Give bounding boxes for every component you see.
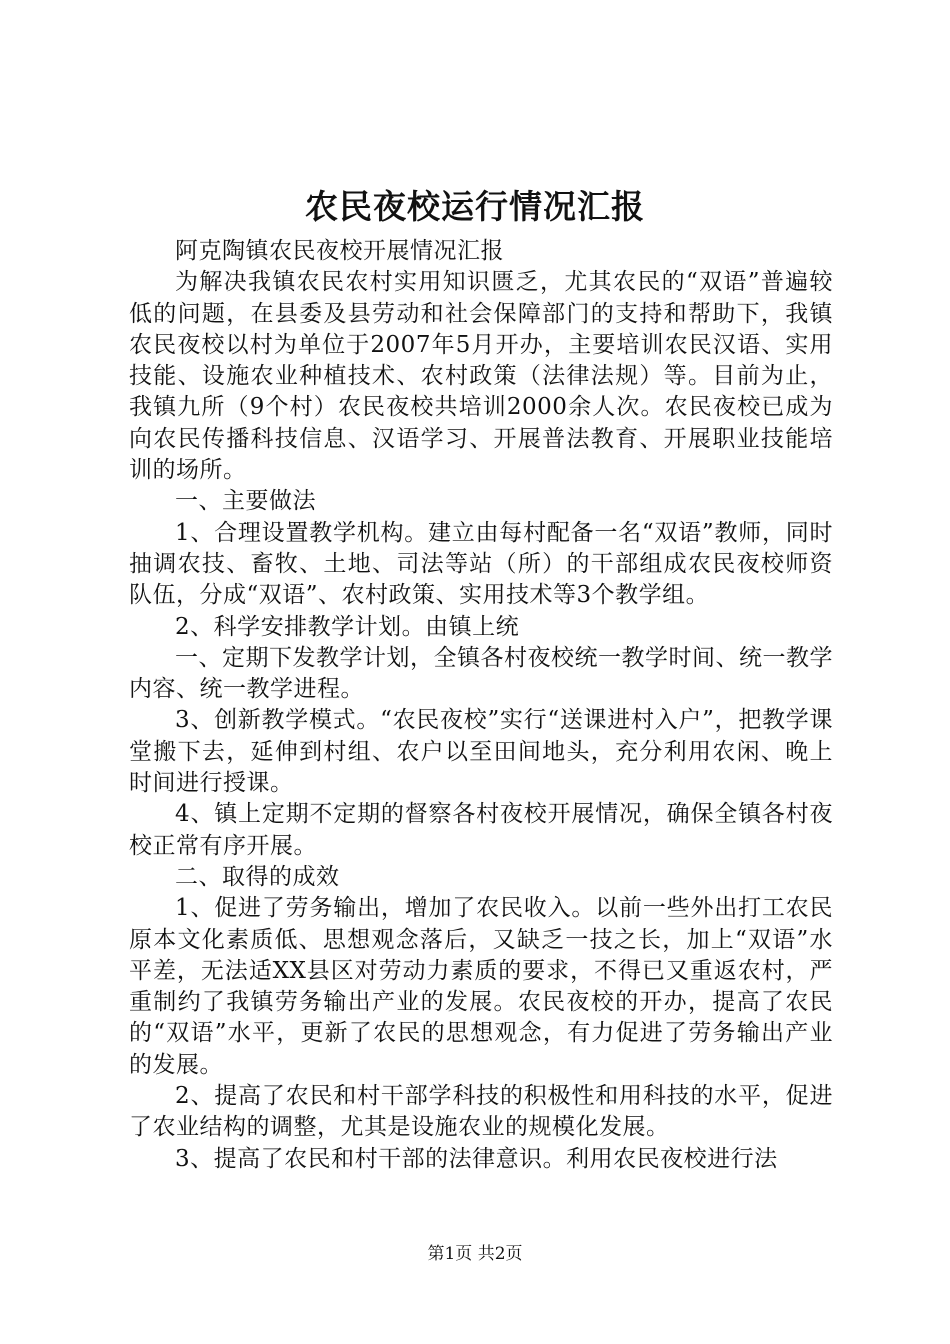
document-title: 农民夜校运行情况汇报 [305,187,645,226]
paragraph-method-4: 4、镇上定期不定期的督察各村夜校开展情况，确保全镇各村夜校正常有序开展。 [129,801,833,859]
paragraph-result-2: 2、提高了农民和村干部学科技的积极性和用科技的水平，促进了农业结构的调整，尤其是设施农业的规模化发展。 [129,1083,833,1141]
page-number-footer: 第1页 共2页 [427,1244,523,1264]
paragraph-intro: 为解决我镇农民农村实用知识匮乏，尤其农民的“双语”普遍较低的问题，在县委及县劳动和社会保障部门的支持和帮助下，我镇农民夜校以村为单位于2007年5月开办，主要培训农民汉语、实用技能、设施农业种植技术、农村政策（法律法规）等。目前为止，我镇九所（9个村）农民夜校共培训2000余人次。农民夜校已成为向农民传播科技信息、汉语学习、开展普法教育、开展职业技能培训的场所。 [129,269,833,484]
paragraph-result-1: 1、促进了劳务输出，增加了农民收入。以前一些外出打工农民原本文化素质低、思想观念落后，又缺乏一技之长，加上“双语”水平差，无法适XX县区对劳动力素质的要求，不得已又重返农村，严重制约了我镇劳务输出产业的发展。农民夜校的开办，提高了农民的“双语”水平，更新了农民的思想观念，有力促进了劳务输出产业的发展。 [129,895,833,1078]
section-heading-methods: 一、主要做法 [175,488,316,515]
paragraph-method-3: 3、创新教学模式。“农民夜校”实行“送课进村入户”，把教学课堂搬下去，延伸到村组、农户以至田间地头，充分利用农闲、晚上时间进行授课。 [129,707,833,797]
paragraph-method-1: 1、合理设置教学机构。建立由每村配备一名“双语”教师，同时抽调农技、畜牧、土地、司法等站（所）的干部组成农民夜校师资队伍，分成“双语”、农村政策、实用技术等3个教学组。 [129,519,833,609]
document-body [129,236,833,1175]
paragraph-method-2: 2、科学安排教学计划。由镇上统 [175,613,520,640]
paragraph-result-3: 3、提高了农民和村干部的法律意识。利用农民夜校进行法 [175,1145,778,1172]
section-heading-results: 二、取得的成效 [175,863,340,890]
paragraph-subtitle: 阿克陶镇农民夜校开展情况汇报 [175,238,504,264]
paragraph-method-2-cont: 一、定期下发教学计划，全镇各村夜校统一教学时间、统一教学内容、统一教学进程。 [129,644,833,703]
